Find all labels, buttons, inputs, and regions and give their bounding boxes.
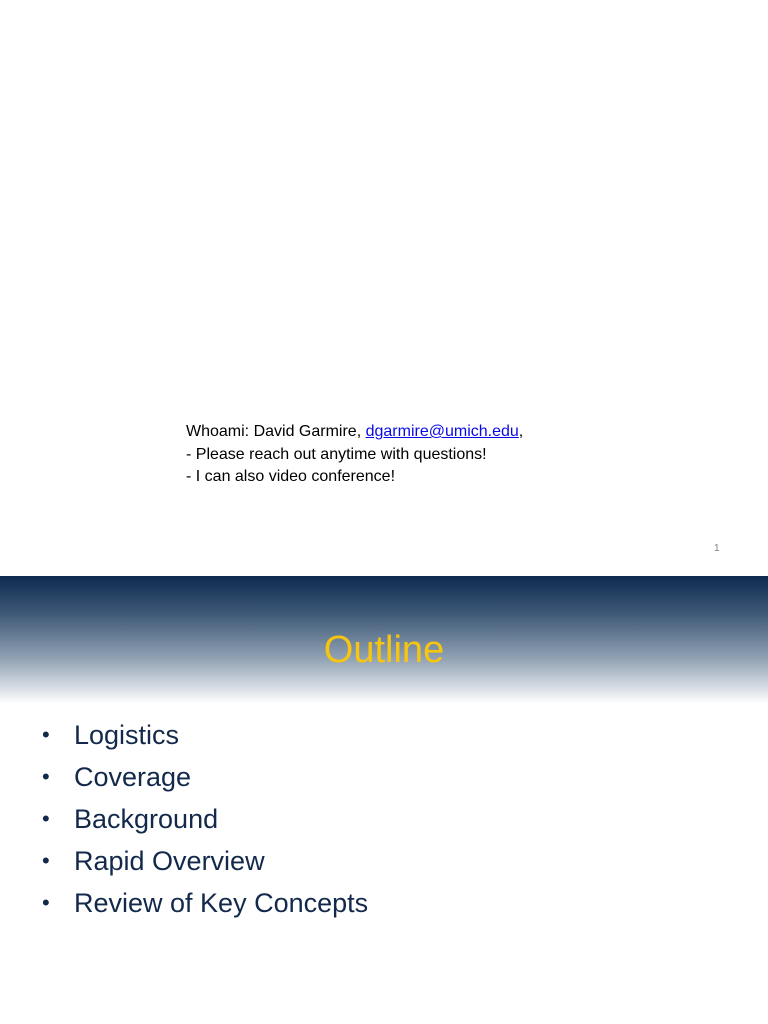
bullet-dot-icon: • (42, 890, 50, 915)
bullet-item-coverage (42, 756, 368, 798)
notes-line-whoami (186, 421, 523, 444)
notes-whoami-text: Whoami: David Garmire, (186, 423, 366, 440)
notes-line-video: - I can also video conference! (186, 468, 396, 485)
slide-title: Outline (323, 629, 445, 671)
bullet-text: Coverage (74, 761, 192, 792)
bullet-item-logistics (42, 714, 368, 756)
bullet-text: Rapid Overview (74, 845, 265, 876)
notes-line-questions: - Please reach out anytime with questions! (186, 445, 487, 463)
email-link[interactable]: dgarmire@umich.edu (365, 423, 519, 440)
notes-whoami-suffix: , (518, 423, 524, 440)
bullet-dot-icon: • (42, 764, 50, 789)
bullet-dot-icon: • (42, 806, 50, 831)
bullet-list (42, 714, 368, 924)
speaker-notes (186, 421, 523, 489)
slide-2 (0, 576, 768, 1024)
bullet-item-key-concepts (42, 882, 368, 924)
bullet-text: Background (74, 803, 219, 834)
bullet-text: Review of Key Concepts (74, 887, 369, 918)
bullet-text: Logistics (74, 719, 180, 750)
bullet-dot-icon: • (42, 848, 50, 873)
bullet-item-background (42, 798, 368, 840)
bullet-dot-icon: • (42, 722, 50, 747)
bullet-item-rapid-overview (42, 840, 368, 882)
page-number: 1 (714, 543, 720, 554)
